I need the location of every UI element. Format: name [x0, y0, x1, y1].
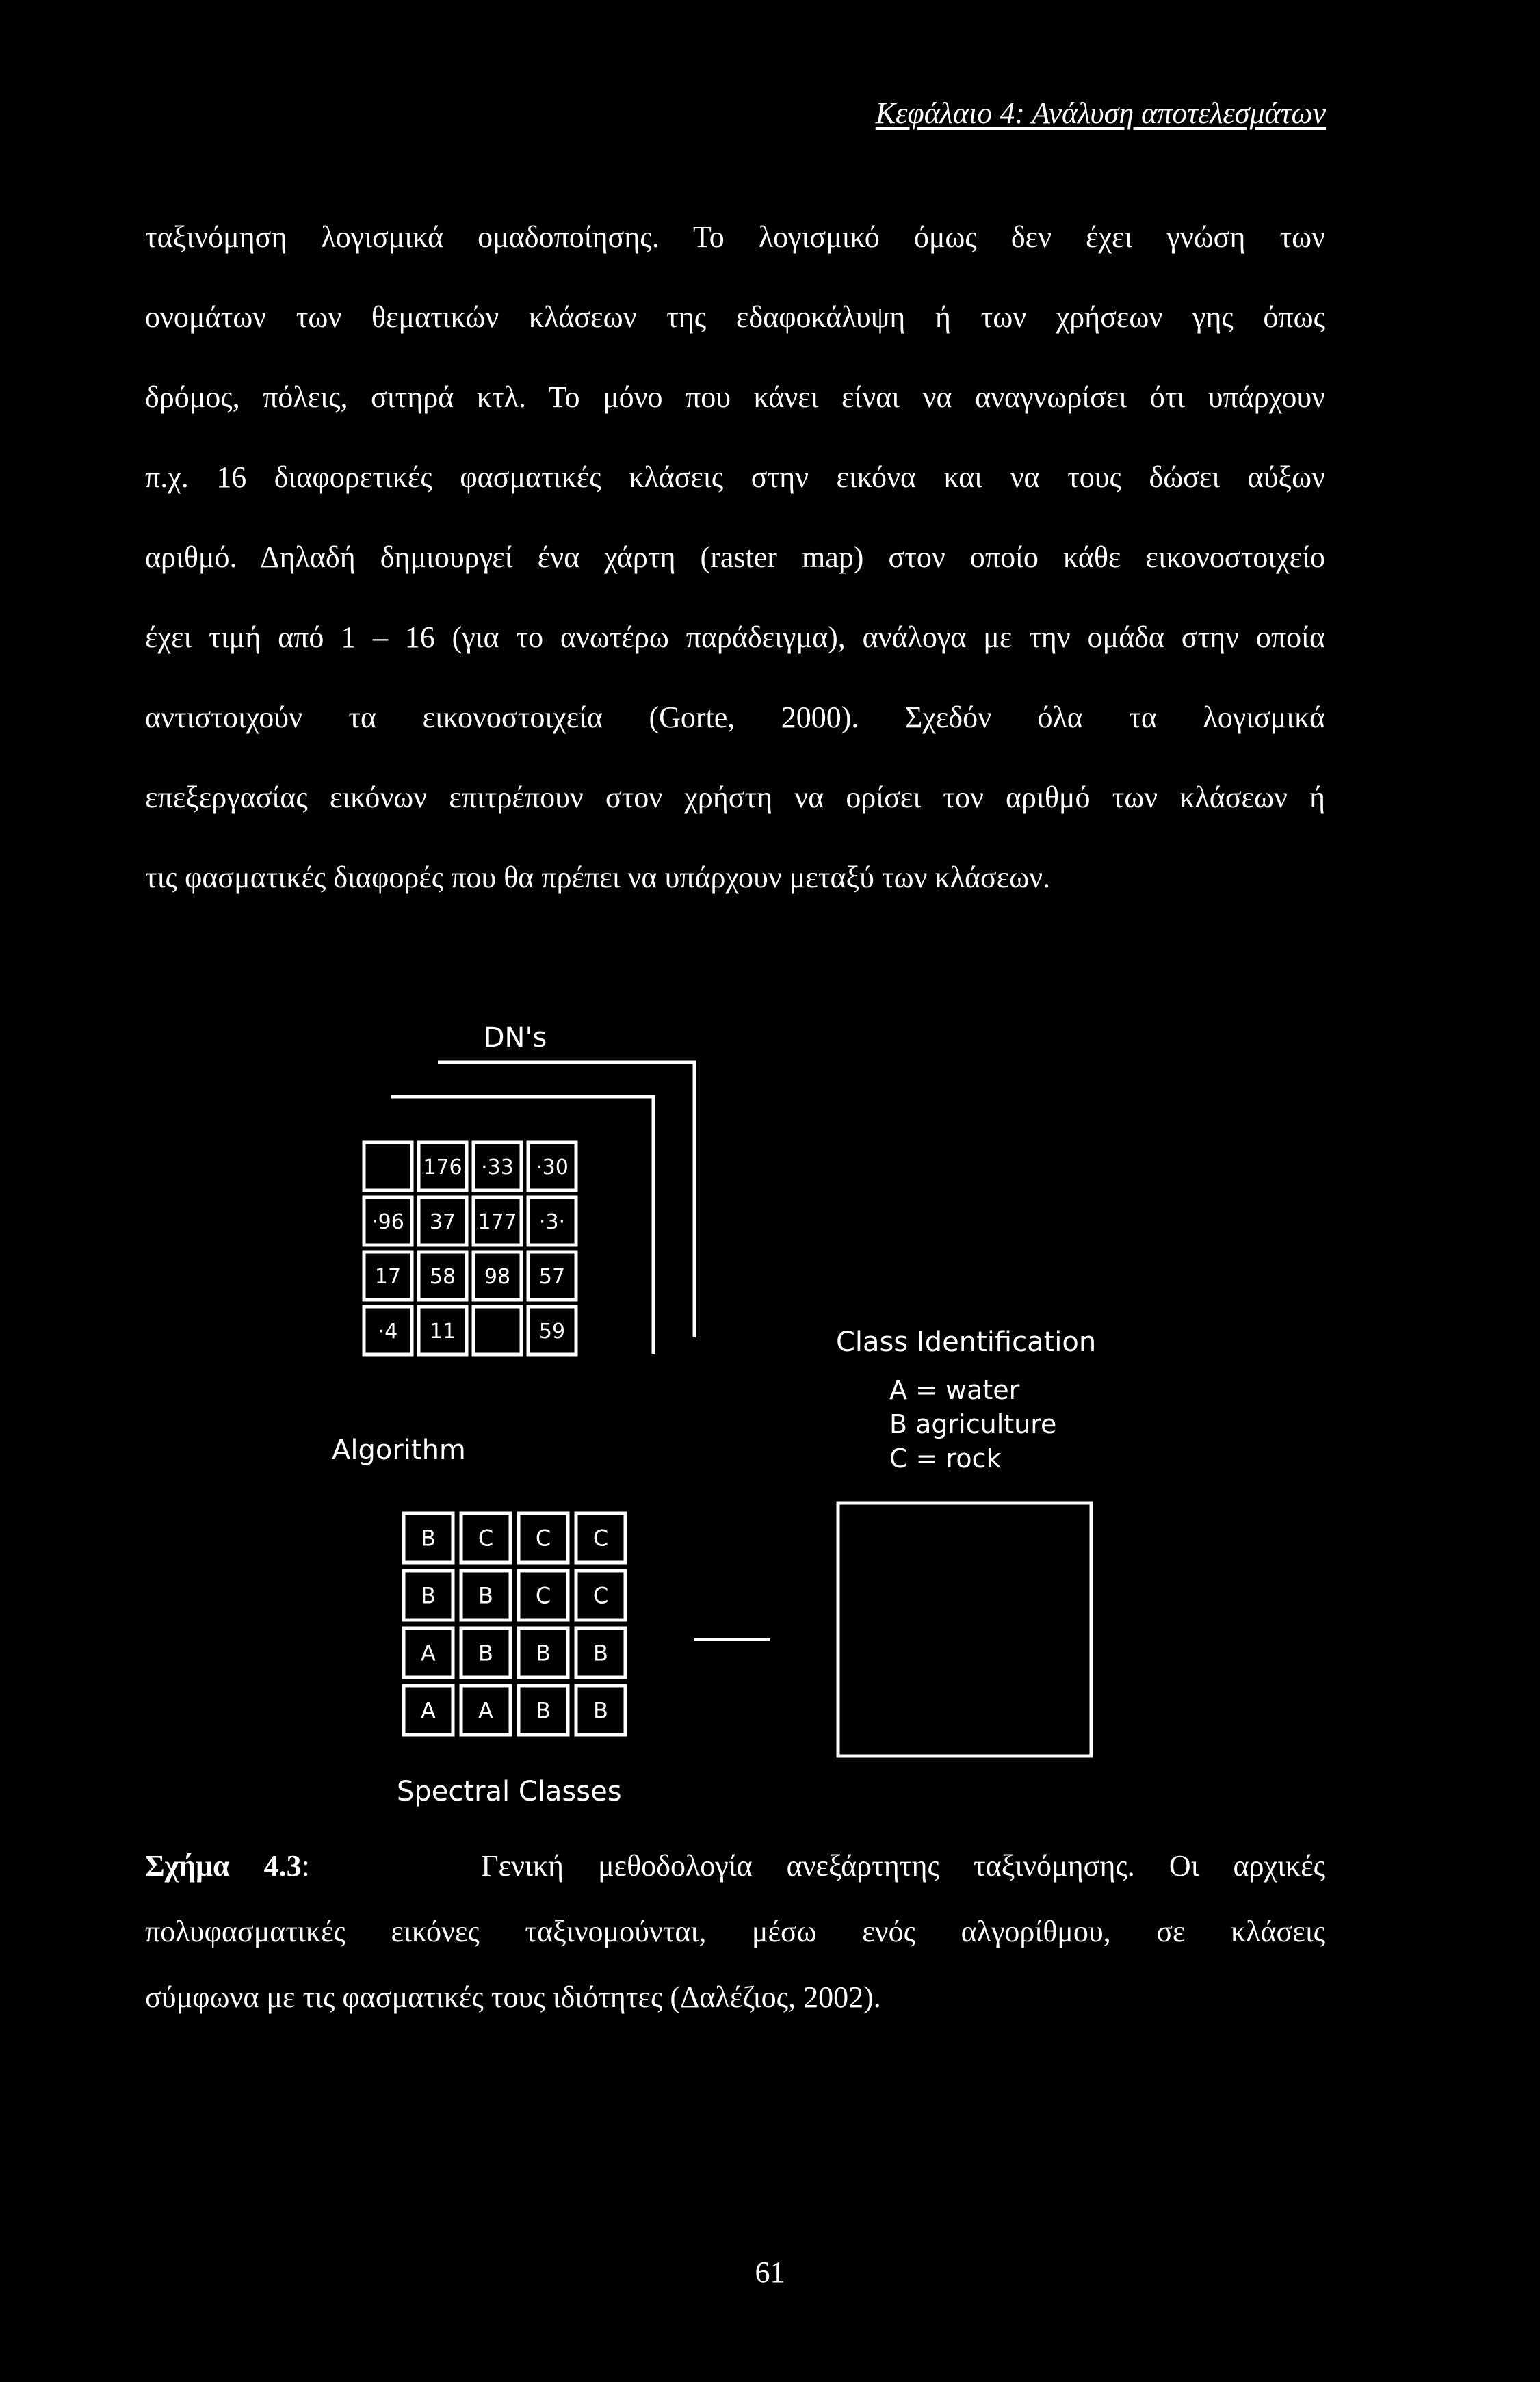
- caption-line: πολυφασματικές εικόνες ταξινομούνται, μέσω ενός αλγορίθμου, σε κλάσεις: [145, 1915, 1325, 1948]
- class-cell-value: A: [478, 1697, 493, 1724]
- dn-cell-value: 177: [478, 1209, 517, 1234]
- dn-cell-value: 17: [374, 1264, 402, 1289]
- paragraph-line: επεξεργασίας εικόνων επιτρέπουν στον χρήστη να ορίσει τον αριθμό των κλάσεων ή: [145, 781, 1325, 814]
- caption-colon: :: [301, 1849, 310, 1883]
- caption-text: Γενική μεθοδολογία ανεξάρτητης ταξινόμησης. Οι αρχικές: [481, 1849, 1325, 1883]
- class-cell: [576, 1628, 625, 1677]
- dn-cell: [528, 1197, 576, 1245]
- dn-cell-value: ·30: [536, 1155, 569, 1179]
- dn-grid: [364, 1142, 576, 1354]
- class-cell-value: C: [478, 1525, 494, 1552]
- class-cell: [519, 1513, 568, 1562]
- dn-cell: [473, 1142, 521, 1190]
- class-cell: [519, 1571, 568, 1620]
- class-cell-value: B: [478, 1582, 493, 1609]
- page-number: 61: [755, 2255, 785, 2289]
- dn-cell-value: 98: [484, 1264, 511, 1289]
- dn-cell: [364, 1307, 412, 1354]
- paragraph-line: ταξινόμηση λογισμικά ομαδοποίησης. Το λογισμικό όμως δεν έχει γνώση των: [145, 220, 1325, 254]
- class-cell: [576, 1571, 625, 1620]
- body-paragraph: [145, 197, 1325, 917]
- class-cell-value: A: [421, 1640, 436, 1666]
- class-cell: [519, 1686, 568, 1735]
- caption-label: Σχήμα 4.3: [145, 1849, 302, 1883]
- class-identification-line: C = rock: [889, 1443, 1002, 1474]
- dn-cell: [419, 1142, 467, 1190]
- band-frame-middle: [391, 1097, 653, 1354]
- dn-cell: [419, 1197, 467, 1245]
- dn-cell: [419, 1252, 467, 1300]
- class-identification-line: B agriculture: [889, 1409, 1057, 1439]
- class-cell-value: B: [421, 1525, 436, 1552]
- class-cell: [404, 1628, 453, 1677]
- class-cell: [404, 1571, 453, 1620]
- dns-label: DN's: [483, 1022, 547, 1053]
- dn-cell: [528, 1142, 576, 1190]
- dn-cell-value: 37: [429, 1209, 456, 1234]
- dn-cell-value: ·96: [371, 1209, 404, 1234]
- dn-cell-value: ·3·: [538, 1209, 566, 1234]
- running-header: Κεφάλαιο 4: Ανάλυση αποτελεσμάτων: [875, 96, 1326, 130]
- class-identification-title: Class Identification: [836, 1326, 1097, 1358]
- dn-cell-value: 176: [423, 1155, 462, 1179]
- dn-cell: [528, 1252, 576, 1300]
- figure-caption: [145, 1833, 1325, 2030]
- class-cell-value: B: [478, 1640, 493, 1666]
- paragraph-line: δρόμος, πόλεις, σιτηρά κτλ. Το μόνο που κάνει είναι να αναγνωρίσει ότι υπάρχουν: [145, 380, 1325, 414]
- paragraph-line: τις φασματικές διαφορές που θα πρέπει να υπάρχουν μεταξύ των κλάσεων.: [145, 861, 1051, 894]
- dn-cell: [419, 1307, 467, 1354]
- dn-cell: [473, 1197, 521, 1245]
- class-cell: [461, 1628, 510, 1677]
- class-cell-value: C: [592, 1525, 609, 1552]
- dn-cell: [473, 1307, 521, 1354]
- paragraph-line: αντιστοιχούν τα εικονοστοιχεία (Gorte, 2000). Σχεδόν όλα τα λογισμικά: [145, 701, 1325, 734]
- band-frame-back: [438, 1062, 694, 1337]
- paragraph-line: αριθμό. Δηλαδή δημιουργεί ένα χάρτη (raster map) στον οποίο κάθε εικονοστοιχείο: [145, 540, 1325, 574]
- dn-cell: [473, 1252, 521, 1300]
- caption-line: σύμφωνα με τις φασματικές τους ιδιότητες (Δαλέζιος, 2002).: [145, 1980, 881, 2014]
- class-cell-value: C: [592, 1582, 609, 1609]
- class-grid: [404, 1513, 625, 1735]
- dn-cell: [528, 1307, 576, 1354]
- dn-cell-value: 58: [429, 1264, 456, 1289]
- output-map-box: [838, 1503, 1091, 1756]
- paragraph-line: π.χ. 16 διαφορετικές φασματικές κλάσεις στην εικόνα και να τους δώσει αύξων: [145, 460, 1325, 494]
- class-cell-value: B: [421, 1582, 436, 1609]
- class-cell: [461, 1686, 510, 1735]
- dn-cell-value: 11: [429, 1319, 456, 1344]
- paragraph-line: έχει τιμή από 1 – 16 (για το ανωτέρω παράδειγμα), ανάλογα με την ομάδα στην οποία: [145, 620, 1325, 654]
- class-cell: [461, 1571, 510, 1620]
- algorithm-label: Algorithm: [332, 1435, 466, 1466]
- class-identification-line: A = water: [889, 1375, 1020, 1405]
- dn-cell-value: 57: [538, 1264, 566, 1289]
- class-cell: [576, 1513, 625, 1562]
- class-cell: [519, 1628, 568, 1677]
- class-cell-value: B: [593, 1640, 608, 1666]
- caption-line: [145, 1833, 1325, 1899]
- dn-cell: [364, 1142, 412, 1190]
- class-cell-value: B: [593, 1697, 608, 1724]
- dn-cell: [364, 1252, 412, 1300]
- class-cell: [404, 1686, 453, 1735]
- dn-cell: [364, 1197, 412, 1245]
- class-cell: [576, 1686, 625, 1735]
- dn-cell-value: 59: [538, 1319, 566, 1344]
- class-cell-value: B: [536, 1640, 551, 1666]
- class-cell-value: A: [421, 1697, 436, 1724]
- spectral-classes-label: Spectral Classes: [397, 1776, 622, 1807]
- dn-cell-value: ·33: [481, 1155, 514, 1179]
- dn-cell-value: ·4: [378, 1319, 398, 1344]
- paragraph-line: ονομάτων των θεματικών κλάσεων της εδαφοκάλυψη ή των χρήσεων γης όπως: [145, 300, 1325, 334]
- class-cell: [404, 1513, 453, 1562]
- class-cell-value: C: [535, 1525, 551, 1552]
- class-cell-value: C: [535, 1582, 551, 1609]
- class-cell-value: B: [536, 1697, 551, 1724]
- class-cell: [461, 1513, 510, 1562]
